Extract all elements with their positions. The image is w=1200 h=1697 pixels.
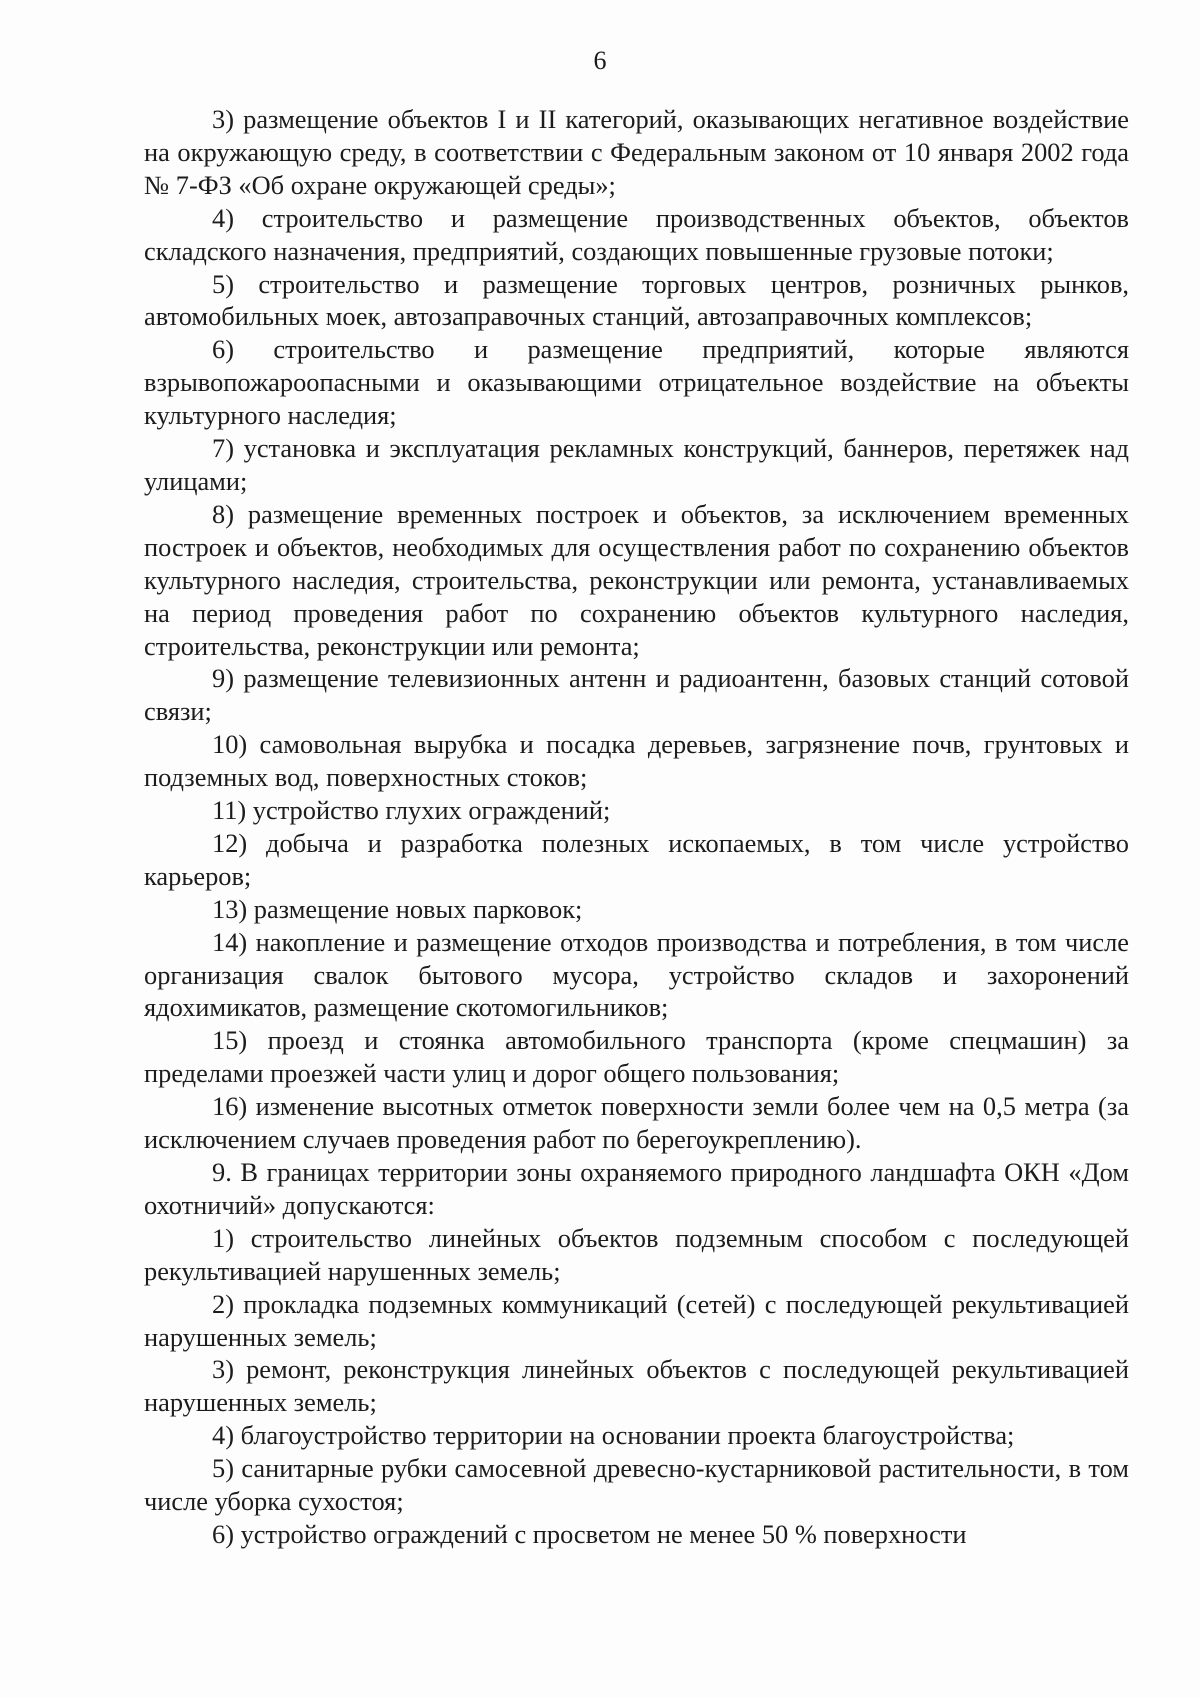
paragraph-item-4-production: 4) строительство и размещение производственных объектов, объектов складского назначения, предприятий, создающих повышенные грузовые потоки; <box>144 202 1129 266</box>
paragraph-allowed-6-fences: 6) устройство ограждений с просветом не менее 50 % поверхности <box>212 1518 967 1549</box>
paragraph-allowed-5-sanitary: 5) санитарные рубки самосевной древесно-кустарниковой растительности, в том числе уборка сухостоя; <box>144 1453 1129 1517</box>
paragraph-item-5-trade: 5) строительство и размещение торговых центров, розничных рынков, автомобильных моек, автозаправочных станций, автозаправочных комплексов; <box>144 268 1129 332</box>
paragraph-item-3-placement: 3) размещение объектов I и II категорий, оказывающих негативное воздействие на окружающую среду, в соответствии с Федеральным законом от 10 января 2002 года № 7-ФЗ «Об охране окружающей среды»; <box>144 104 1129 200</box>
paragraph-section-9-heading: 9. В границах территории зоны охраняемого природного ландшафта ОКН «Дом охотничий» допускаются: <box>144 1157 1129 1220</box>
paragraph-item-12-mining: 12) добыча и разработка полезных ископаемых, в том числе устройство карьеров; <box>144 827 1129 891</box>
document-body <box>144 103 1129 1551</box>
paragraph-item-10-trees: 10) самовольная вырубка и посадка деревьев, загрязнение почв, грунтовых и подземных вод, поверхностных стоков; <box>144 729 1129 793</box>
paragraph-item-8-temporary: 8) размещение временных построек и объектов, за исключением временных построек и объектов, необходимых для осуществления работ по сохранению объектов культурного наследия, строительства, реконструкции или ремонта, устанавливаемых на период проведения работ по сохранению объектов культурного наследия, строительства, реконструкции или ремонта; <box>144 498 1129 661</box>
paragraph-item-13-parking: 13) размещение новых парковок; <box>212 893 583 924</box>
paragraph-allowed-3-repair: 3) ремонт, реконструкция линейных объектов с последующей рекультивацией нарушенных земель; <box>144 1354 1129 1418</box>
paragraph-item-15-traffic: 15) проезд и стоянка автомобильного транспорта (кроме спецмашин) за пределами проезжей части улиц и дорог общего пользования; <box>144 1025 1129 1089</box>
paragraph-item-7-advertising: 7) установка и эксплуатация рекламных конструкций, баннеров, перетяжек над улицами; <box>144 433 1129 496</box>
paragraph-item-6-hazardous: 6) строительство и размещение предприятий, которые являются взрывопожароопасными и оказывающими отрицательное воздействие на объекты культурного наследия; <box>144 334 1129 431</box>
paragraph-item-14-waste: 14) накопление и размещение отходов производства и потребления, в том числе организация свалок бытового мусора, устройство складов и захоронений ядохимикатов, размещение скотомогильников; <box>144 926 1129 1023</box>
page-number: 6 <box>593 46 607 75</box>
paragraph-allowed-4-landscaping: 4) благоустройство территории на основании проекта благоустройства; <box>212 1420 1015 1451</box>
paragraph-item-16-elevation: 16) изменение высотных отметок поверхности земли более чем на 0,5 метра (за исключением случаев проведения работ по берегоукреплению). <box>144 1091 1129 1155</box>
paragraph-allowed-2-utilities: 2) прокладка подземных коммуникаций (сетей) с последующей рекультивацией нарушенных земель; <box>144 1288 1129 1352</box>
paragraph-item-11-fences: 11) устройство глухих ограждений; <box>212 795 611 826</box>
paragraph-allowed-1-linear: 1) строительство линейных объектов подземным способом с последующей рекультивацией нарушенных земель; <box>144 1222 1129 1286</box>
paragraph-item-9-antennas: 9) размещение телевизионных антенн и радиоантенн, базовых станций сотовой связи; <box>144 663 1129 727</box>
